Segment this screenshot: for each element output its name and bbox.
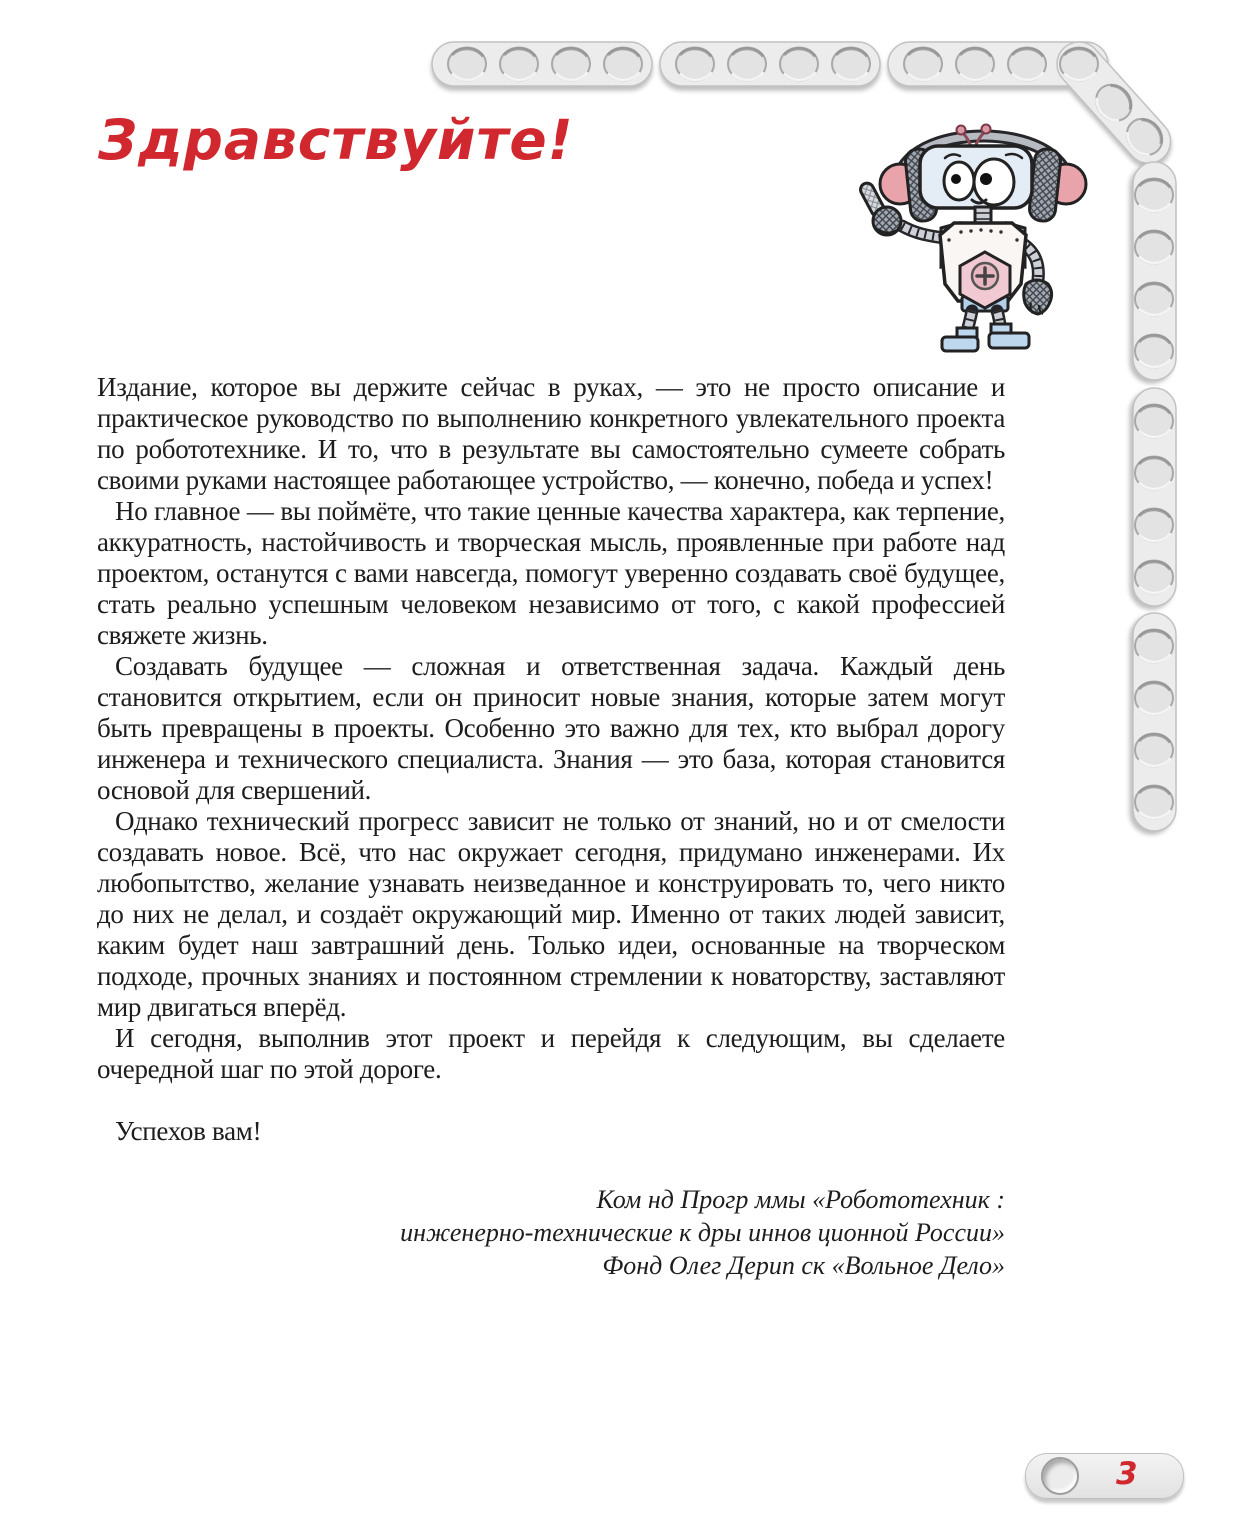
signature-line: Фонд Олег Дерип ск «Вольное Дело» [602, 1251, 1005, 1280]
signature-block [97, 1183, 1005, 1282]
paragraph: Однако технический прогресс зависит не только от знаний, но и от смелости создавать новое. Всё, что нас окружает сегодня, придумано инженерами. Их любопытство, желание узнавать неизведанное и конструировать то, чего никто до них не делал, и создаёт окружающий мир. Именно от таких людей зависит, каким будет наш завтрашний день. Только идеи, основанные на творческом подходе, прочных знаниях и постоянном стремлении к новаторству, заставляют мир двигаться вперёд. [97, 806, 1005, 1022]
signature-line: Ком нд Прогр ммы «Робототехник : [596, 1185, 1005, 1214]
robot-illustration [858, 104, 1108, 374]
signature-line: инженерно-технические к дры иннов ционной России» [400, 1218, 1005, 1247]
paragraph: Создавать будущее — сложная и ответственная задача. Каждый день становится открытием, если он приносит новые знания, которые затем могут быть превращены в проекты. Особенно это важно для тех, кто выбрал дорогу инженера и технического специалиста. Знания — это база, которая становится основой для свершений. [97, 651, 1005, 805]
paragraph: Издание, которое вы держите сейчас в руках, — это не просто описание и практическое руководство по выполнению конкретного увлекательного проекта по робототехнике. И то, что в результате вы самостоятельно сумеете собрать своими руками настоящее работающее устройство, — конечно, победа и успех! [97, 372, 1005, 495]
page-number-badge [1025, 1453, 1184, 1499]
page-title: Здравствуйте! [98, 108, 574, 172]
page-number: 3 [1116, 1456, 1138, 1492]
robot-arm-left [902, 226, 944, 238]
paragraph: Но главное — вы поймёте, что такие ценные качества характера, как терпение, аккуратность, настойчивость и творческая мысль, проявленные при работе над проектом, останутся с вами навсегда, помогут уверенно создавать своё будущее, стать реально успешным человеком независимо от того, с какой профессией свяжете жизнь. [97, 496, 1005, 650]
body-text [97, 372, 1005, 1282]
right-beam-column [1133, 162, 1176, 831]
paragraph: И сегодня, выполнив этот проект и перейдя к следующим, вы сделаете очередной шаг по этой дороге. [97, 1023, 1005, 1084]
robot-head [920, 146, 1032, 208]
wish-text: Успехов вам! [115, 1116, 262, 1146]
robot-fist [1024, 280, 1052, 314]
beam-pin-hole-icon [1041, 1457, 1079, 1495]
